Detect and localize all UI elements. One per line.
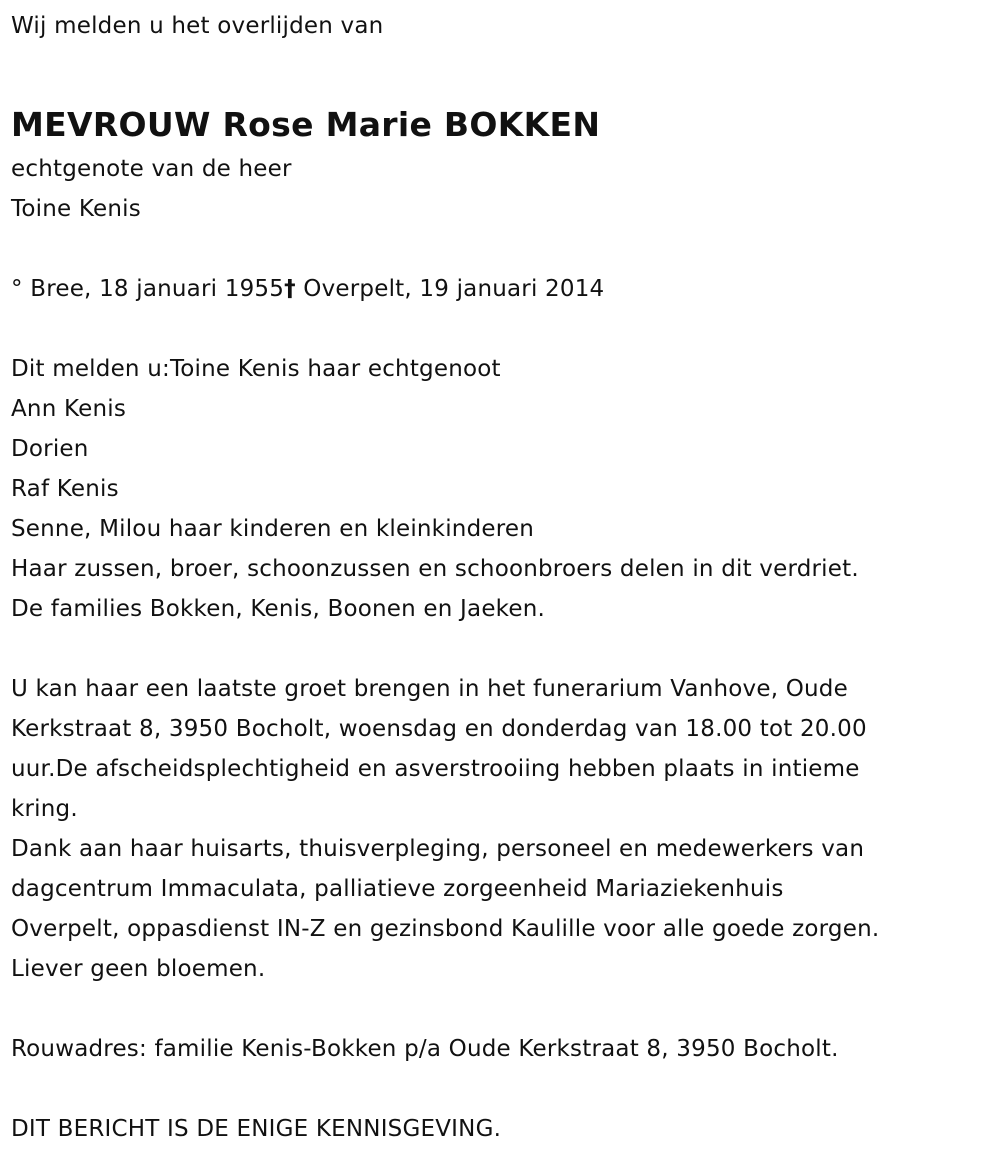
funeral-info [11,669,996,989]
family-list [11,349,996,629]
family-line: Dit melden u:Toine Kenis haar echtgenoot [11,356,501,382]
family-line: Ann Kenis [11,396,127,422]
intro-text: Wij melden u het overlijden van [11,13,384,39]
spouse-name: Toine Kenis [11,196,141,222]
thanks-line: Liever geen bloemen. [11,956,266,982]
funeral-line: kring. [11,796,78,822]
thanks-line: dagcentrum Immaculata, palliatieve zorgeenheid Mariaziekenhuis [11,876,784,902]
spacer [11,629,996,669]
spacer [11,989,996,1029]
birth-info: ° Bree, 18 januari 1955 [11,276,285,302]
obituary-notice [11,6,996,1149]
family-line: Senne, Milou haar kinderen en kleinkinderen [11,516,535,542]
deceased-name: MEVROUW Rose Marie BOKKEN [11,105,601,144]
funeral-line: U kan haar een laatste groet brengen in het funerarium Vanhove, Oude [11,676,848,702]
mourning-address: Rouwadres: familie Kenis-Bokken p/a Oude Kerkstraat 8, 3950 Bocholt. [11,1036,839,1062]
funeral-line: uur.De afscheidsplechtigheid en asverstrooiing hebben plaats in intieme [11,756,860,782]
family-line: Raf Kenis [11,476,119,502]
thanks-line: Overpelt, oppasdienst IN-Z en gezinsbond Kaulille voor alle goede zorgen. [11,916,880,942]
spacer [11,1069,996,1109]
spacer [11,229,996,269]
funeral-line: Kerkstraat 8, 3950 Bocholt, woensdag en donderdag van 18.00 tot 20.00 [11,716,867,742]
family-line: Dorien [11,436,89,462]
thanks-line: Dank aan haar huisarts, thuisverpleging, personeel en medewerkers van [11,836,865,862]
notice-text: DIT BERICHT IS DE ENIGE KENNISGEVING. [11,1116,502,1142]
death-info: Overpelt, 19 januari 2014 [295,276,605,302]
spacer [11,309,996,349]
cross-icon: † [284,276,296,302]
relation-text: echtgenote van de heer [11,156,292,182]
family-line: Haar zussen, broer, schoonzussen en schoonbroers delen in dit verdriet. [11,556,859,582]
dates-line [11,269,996,309]
family-line: De families Bokken, Kenis, Boonen en Jaeken. [11,596,546,622]
